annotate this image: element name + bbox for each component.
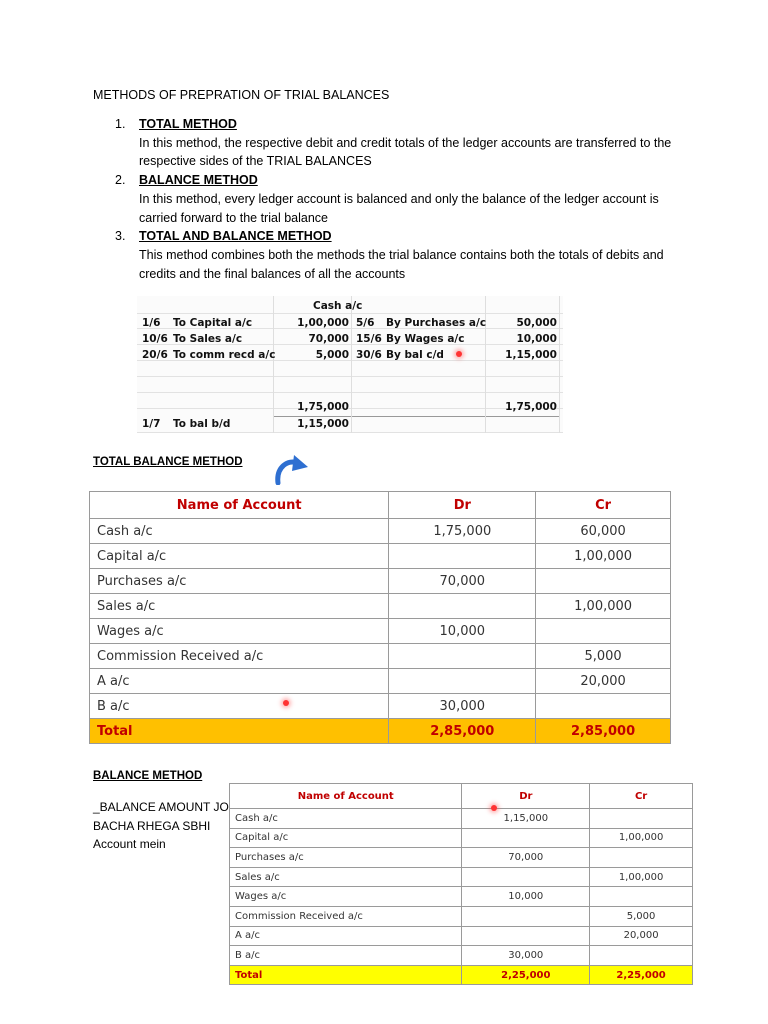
cr-total: 2,25,000 (590, 965, 693, 985)
table-row (230, 848, 693, 868)
table-row (230, 926, 693, 946)
column-header: Dr (462, 784, 590, 809)
cr-amount (590, 946, 693, 966)
ledger-dr-particulars: To Capital a/c (173, 317, 253, 329)
cr-amount: 20,000 (536, 669, 671, 694)
dr-amount: 70,000 (462, 848, 590, 868)
total-balance-table (89, 491, 671, 744)
ledger-dr-amount: 5,000 (315, 349, 349, 361)
account-name: Cash a/c (90, 519, 389, 544)
dr-amount: 10,000 (462, 887, 590, 907)
cr-amount (590, 848, 693, 868)
ledger-bd-amount: 1,15,000 (297, 418, 349, 430)
ledger-dr-date: 1/6 (142, 317, 161, 329)
total-row (230, 965, 693, 985)
ledger-dr-date: 20/6 (142, 349, 168, 361)
dr-amount (389, 544, 536, 569)
column-header: Dr (389, 492, 536, 519)
table-row (230, 946, 693, 966)
account-name: Purchases a/c (90, 569, 389, 594)
dr-total: 2,25,000 (462, 965, 590, 985)
column-header: Cr (590, 784, 693, 809)
column-header: Name of Account (230, 784, 462, 809)
ledger-cr-particulars: By Purchases a/c (386, 317, 487, 329)
account-name: Commission Received a/c (230, 906, 462, 926)
table-row (90, 669, 671, 694)
total-label: Total (90, 719, 389, 744)
column-header: Cr (536, 492, 671, 519)
ledger-cr-particulars: By bal c/d (386, 349, 444, 361)
curved-arrow-icon (272, 455, 312, 485)
table-row (230, 906, 693, 926)
method-item-balance (93, 171, 693, 227)
cr-amount: 1,00,000 (590, 867, 693, 887)
ledger-bd-date: 1/7 (142, 418, 161, 430)
cr-amount: 1,00,000 (536, 594, 671, 619)
methods-list (93, 115, 693, 283)
dr-amount (389, 644, 536, 669)
method-heading: TOTAL AND BALANCE METHOD (139, 229, 332, 244)
method-item-total-and-balance (93, 227, 693, 283)
method-number: 1. (115, 117, 126, 131)
ledger-cr-date: 15/6 (356, 333, 382, 345)
ledger-dr-amount: 1,00,000 (297, 317, 349, 329)
method-heading: TOTAL METHOD (139, 117, 237, 131)
ledger-bd-particulars: To bal b/d (173, 418, 231, 430)
table-header-row (90, 492, 671, 519)
ledger-cr-total: 1,75,000 (505, 401, 557, 413)
ledger-dr-date: 10/6 (142, 333, 168, 345)
dr-amount (389, 669, 536, 694)
dr-amount: 1,75,000 (389, 519, 536, 544)
ledger-dr-amount: 70,000 (308, 333, 349, 345)
account-name: Wages a/c (90, 619, 389, 644)
method-number: 2. (115, 173, 126, 188)
table-row (230, 867, 693, 887)
table-row (90, 544, 671, 569)
dr-amount: 30,000 (389, 694, 536, 719)
account-name: A a/c (90, 669, 389, 694)
method-description: In this method, every ledger account is balanced and only the balance of the ledger account is carried forward to the trial balance (139, 191, 659, 225)
dr-total: 2,85,000 (389, 719, 536, 744)
account-name: Purchases a/c (230, 848, 462, 868)
table-row (90, 619, 671, 644)
dr-amount: 1,15,000 (462, 809, 590, 829)
ledger-cr-particulars: By Wages a/c (386, 333, 465, 345)
balance-table (229, 783, 693, 985)
table-row (90, 694, 671, 719)
ledger-cr-date: 5/6 (356, 317, 375, 329)
ledger-dr-total: 1,75,000 (297, 401, 349, 413)
dr-amount (462, 867, 590, 887)
cr-total: 2,85,000 (536, 719, 671, 744)
column-header: Name of Account (90, 492, 389, 519)
method-heading: BALANCE METHOD (139, 173, 258, 188)
method-item-total (93, 115, 693, 171)
table-row (230, 887, 693, 907)
table-row (230, 828, 693, 848)
account-name: Commission Received a/c (90, 644, 389, 669)
total-label: Total (230, 965, 462, 985)
account-name: Sales a/c (230, 867, 462, 887)
ledger-cr-amount: 10,000 (516, 333, 557, 345)
pointer-dot (491, 805, 497, 811)
table-row (90, 644, 671, 669)
account-name: Capital a/c (230, 828, 462, 848)
account-name: B a/c (230, 946, 462, 966)
dr-amount (389, 594, 536, 619)
dr-amount: 70,000 (389, 569, 536, 594)
dr-amount (462, 906, 590, 926)
table-row (90, 519, 671, 544)
dr-amount (462, 926, 590, 946)
method-number: 3. (115, 229, 126, 244)
dr-amount: 30,000 (462, 946, 590, 966)
ledger-cr-amount: 1,15,000 (505, 349, 557, 361)
cr-amount: 20,000 (590, 926, 693, 946)
pointer-dot (283, 700, 289, 706)
page-title: METHODS OF PREPRATION OF TRIAL BALANCES (93, 88, 390, 102)
total-balance-heading: TOTAL BALANCE METHOD (93, 456, 243, 468)
cr-amount: 1,00,000 (590, 828, 693, 848)
table-row (90, 569, 671, 594)
cr-amount (590, 887, 693, 907)
dr-amount: 10,000 (389, 619, 536, 644)
ledger-dr-particulars: To Sales a/c (173, 333, 243, 345)
cr-amount: 1,00,000 (536, 544, 671, 569)
ledger-cr-date: 30/6 (356, 349, 382, 361)
account-name: Capital a/c (90, 544, 389, 569)
cr-amount: 5,000 (590, 906, 693, 926)
ledger-dr-particulars: To comm recd a/c (173, 349, 276, 361)
account-name: B a/c (90, 694, 389, 719)
table-row (90, 594, 671, 619)
table-header-row (230, 784, 693, 809)
account-name: Wages a/c (230, 887, 462, 907)
cr-amount (590, 809, 693, 829)
account-name: Cash a/c (230, 809, 462, 829)
account-name: Sales a/c (90, 594, 389, 619)
cr-amount (536, 569, 671, 594)
account-name: A a/c (230, 926, 462, 946)
cr-amount (536, 694, 671, 719)
ledger-title: Cash a/c (313, 300, 363, 312)
cr-amount (536, 619, 671, 644)
method-description: This method combines both the methods the trial balance contains both the totals of debits and credits and the final balances of all the accounts (139, 247, 664, 281)
table-row (230, 809, 693, 829)
balance-heading: BALANCE METHOD (93, 770, 203, 782)
balance-note: _BALANCE AMOUNT JO BACHA RHEGA SBHI Account mein (93, 800, 229, 852)
ledger-cr-amount: 50,000 (516, 317, 557, 329)
cr-amount: 60,000 (536, 519, 671, 544)
pointer-dot (456, 351, 462, 357)
dr-amount (462, 828, 590, 848)
total-row (90, 719, 671, 744)
cash-ledger-account (137, 296, 563, 433)
cr-amount: 5,000 (536, 644, 671, 669)
method-description: In this method, the respective debit and credit totals of the ledger accounts are transferred to the respective sides of the TRIAL BALANCES (139, 135, 672, 169)
